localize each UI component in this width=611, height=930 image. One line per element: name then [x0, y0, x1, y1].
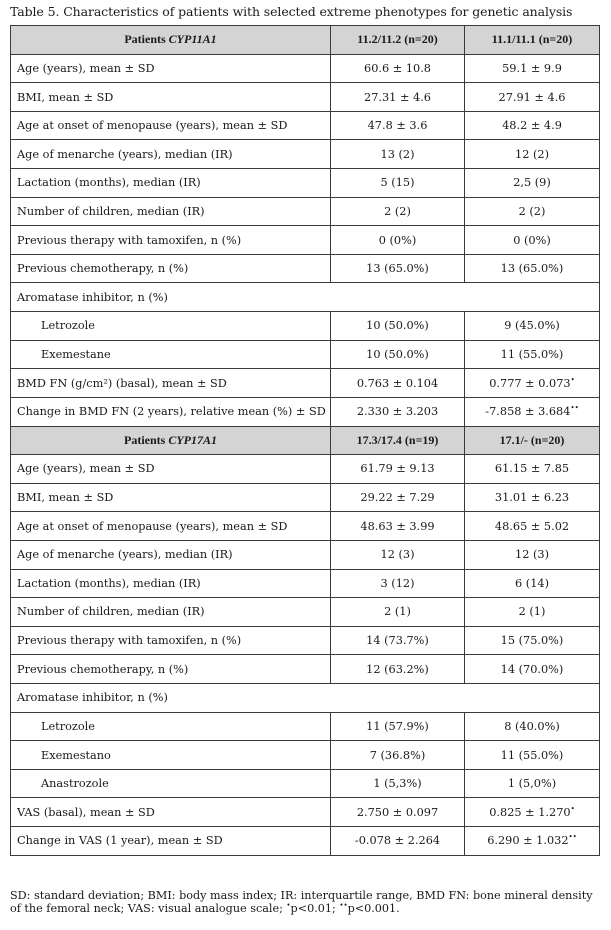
row-label: Number of children, median (IR) — [11, 598, 331, 627]
table-row — [11, 283, 600, 312]
row-value-group-1: 29.22 ± 7.29 — [331, 483, 465, 512]
header-group-1: 17.3/17.4 (n=19) — [331, 426, 465, 455]
significance-mark: •• — [570, 404, 579, 413]
footnote-p1: p<0.01; — [290, 902, 340, 915]
section-header-row — [11, 426, 600, 455]
row-label: BMD FN (g/cm²) (basal), mean ± SD — [11, 369, 331, 398]
row-value-group-2 — [465, 598, 600, 627]
row-value-group-1: 12 (3) — [331, 540, 465, 569]
table-row — [11, 598, 600, 627]
table-row — [11, 712, 600, 741]
value-text: 2,5 (9) — [513, 176, 551, 190]
row-label: Previous therapy with tamoxifen, n (%) — [11, 226, 331, 255]
value-text: 61.15 ± 7.85 — [494, 462, 570, 476]
table-row — [11, 769, 600, 798]
row-label: Aromatase inhibitor, n (%) — [11, 684, 600, 713]
table-row — [11, 827, 600, 856]
value-text: 0 (0%) — [513, 233, 551, 247]
row-value-group-2 — [465, 626, 600, 655]
row-label: Letrozole — [11, 312, 331, 341]
row-label: Age of menarche (years), median (IR) — [11, 540, 331, 569]
table-row — [11, 626, 600, 655]
row-label: Age at onset of menopause (years), mean ± SD — [11, 512, 331, 541]
row-label: BMI, mean ± SD — [11, 83, 331, 112]
table-row — [11, 254, 600, 283]
table-row — [11, 684, 600, 713]
row-value-group-1: 60.6 ± 10.8 — [331, 54, 465, 83]
value-text: 14 (70.0%) — [500, 662, 564, 676]
footnote-text: SD: standard deviation; BMI: body mass index; IR: interquartile range, BMD FN: bone mineral density of the femoral neck; VAS: visual analogue scale; — [10, 889, 593, 915]
row-label: Change in VAS (1 year), mean ± SD — [11, 827, 331, 856]
table-row — [11, 197, 600, 226]
significance-mark: •• — [568, 833, 577, 842]
table-row — [11, 169, 600, 198]
row-value-group-2 — [465, 140, 600, 169]
row-value-group-1: 2 (2) — [331, 197, 465, 226]
row-value-group-1: 2.750 ± 0.097 — [331, 798, 465, 827]
value-text: 8 (40.0%) — [504, 719, 560, 733]
header-group-2: 17.1/- (n=20) — [465, 426, 600, 455]
row-value-group-1: 11 (57.9%) — [331, 712, 465, 741]
table-row — [11, 455, 600, 484]
row-value-group-1: 2.330 ± 3.203 — [331, 397, 465, 426]
row-label: VAS (basal), mean ± SD — [11, 798, 331, 827]
table-row — [11, 741, 600, 770]
row-label: Previous chemotherapy, n (%) — [11, 655, 331, 684]
row-value-group-2 — [465, 483, 600, 512]
row-label: BMI, mean ± SD — [11, 483, 331, 512]
value-text: 48.65 ± 5.02 — [494, 519, 570, 533]
row-value-group-1: 7 (36.8%) — [331, 741, 465, 770]
table-row — [11, 397, 600, 426]
row-value-group-2 — [465, 827, 600, 856]
row-value-group-2 — [465, 54, 600, 83]
value-text: 27.91 ± 4.6 — [498, 90, 566, 104]
row-value-group-1: 10 (50.0%) — [331, 312, 465, 341]
table-row — [11, 340, 600, 369]
value-text: 11 (55.0%) — [500, 348, 564, 361]
value-text: 0.825 ± 1.270 — [489, 805, 571, 819]
table-row — [11, 111, 600, 140]
section-header-label — [11, 26, 331, 55]
table-row — [11, 540, 600, 569]
footnote-mark-single: • — [286, 901, 291, 910]
table-row — [11, 483, 600, 512]
row-value-group-2 — [465, 769, 600, 798]
row-label: Number of children, median (IR) — [11, 197, 331, 226]
header-group-2: 11.1/11.1 (n=20) — [465, 26, 600, 55]
row-value-group-2 — [465, 83, 600, 112]
table-row — [11, 798, 600, 827]
header-gene-name: CYP11A1 — [168, 32, 217, 47]
row-value-group-2 — [465, 340, 600, 369]
table-row — [11, 312, 600, 341]
value-text: 6 (14) — [515, 576, 549, 590]
row-value-group-1: 1 (5,3%) — [331, 769, 465, 798]
characteristics-table — [10, 25, 600, 856]
row-value-group-1: 0.763 ± 0.104 — [331, 369, 465, 398]
row-value-group-1: -0.078 ± 2.264 — [331, 827, 465, 856]
value-text: 12 (3) — [515, 548, 549, 562]
row-label: Anastrozole — [11, 769, 331, 798]
row-label: Previous therapy with tamoxifen, n (%) — [11, 626, 331, 655]
header-prefix: Patients — [124, 432, 169, 447]
row-label: Change in BMD FN (2 years), relative mean (%) ± SD — [11, 397, 331, 426]
row-value-group-2 — [465, 712, 600, 741]
row-label: Exemestane — [11, 340, 331, 369]
footnote-mark-double: •• — [339, 901, 348, 910]
significance-mark: • — [570, 804, 575, 813]
value-text: 6.290 ± 1.032 — [487, 834, 569, 848]
row-value-group-1: 27.31 ± 4.6 — [331, 83, 465, 112]
table-row — [11, 83, 600, 112]
row-value-group-1: 10 (50.0%) — [331, 340, 465, 369]
row-value-group-2 — [465, 655, 600, 684]
row-label: Age at onset of menopause (years), mean ± SD — [11, 111, 331, 140]
row-label: Aromatase inhibitor, n (%) — [11, 283, 600, 312]
table-row — [11, 512, 600, 541]
value-text: 2 (2) — [518, 204, 546, 218]
value-text: 11 (55.0%) — [500, 748, 564, 762]
table-row — [11, 226, 600, 255]
row-value-group-2 — [465, 397, 600, 426]
table-row — [11, 655, 600, 684]
value-text: 1 (5,0%) — [507, 777, 557, 791]
row-label: Lactation (months), median (IR) — [11, 169, 331, 198]
footnote-p2: p<0.001. — [347, 902, 400, 915]
row-value-group-2 — [465, 741, 600, 770]
row-value-group-1: 13 (2) — [331, 140, 465, 169]
table-row — [11, 140, 600, 169]
row-value-group-2 — [465, 169, 600, 198]
value-text: 15 (75.0%) — [500, 634, 564, 648]
value-text: 12 (2) — [515, 147, 549, 161]
value-text: 59.1 ± 9.9 — [502, 61, 562, 75]
row-value-group-2 — [465, 111, 600, 140]
row-value-group-1: 14 (73.7%) — [331, 626, 465, 655]
row-value-group-1: 12 (63.2%) — [331, 655, 465, 684]
row-value-group-1: 0 (0%) — [331, 226, 465, 255]
row-label: Age (years), mean ± SD — [11, 54, 331, 83]
row-value-group-1: 5 (15) — [331, 169, 465, 198]
value-text: -7.858 ± 3.684 — [485, 405, 571, 419]
row-value-group-1: 48.63 ± 3.99 — [331, 512, 465, 541]
row-value-group-2 — [465, 226, 600, 255]
table-row — [11, 369, 600, 398]
value-text: 13 (65.0%) — [500, 262, 564, 276]
table-row — [11, 569, 600, 598]
row-value-group-2 — [465, 798, 600, 827]
header-gene-name: CYP17A1 — [168, 432, 217, 447]
row-label: Lactation (months), median (IR) — [11, 569, 331, 598]
row-label: Exemestano — [11, 741, 331, 770]
row-label: Age of menarche (years), median (IR) — [11, 140, 331, 169]
row-label: Previous chemotherapy, n (%) — [11, 254, 331, 283]
section-header-label — [11, 426, 331, 455]
header-group-1: 11.2/11.2 (n=20) — [331, 26, 465, 55]
row-value-group-2 — [465, 455, 600, 484]
table-caption: Table 5. Characteristics of patients with selected extreme phenotypes for genetic analysis — [10, 4, 573, 19]
row-value-group-1: 47.8 ± 3.6 — [331, 111, 465, 140]
table-row — [11, 54, 600, 83]
row-value-group-2 — [465, 540, 600, 569]
row-value-group-2 — [465, 254, 600, 283]
row-value-group-2 — [465, 512, 600, 541]
row-value-group-1: 3 (12) — [331, 569, 465, 598]
value-text: 2 (1) — [518, 605, 546, 619]
row-label: Age (years), mean ± SD — [11, 455, 331, 484]
row-value-group-2 — [465, 312, 600, 341]
row-value-group-1: 2 (1) — [331, 598, 465, 627]
significance-mark: • — [570, 375, 575, 384]
value-text: 9 (45.0%) — [504, 319, 560, 333]
row-value-group-1: 61.79 ± 9.13 — [331, 455, 465, 484]
row-value-group-2 — [465, 569, 600, 598]
row-value-group-1: 13 (65.0%) — [331, 254, 465, 283]
section-header-row — [11, 26, 600, 55]
value-text: 31.01 ± 6.23 — [494, 491, 570, 505]
header-prefix: Patients — [124, 32, 169, 47]
table-footnote — [10, 889, 599, 915]
row-label: Letrozole — [11, 712, 331, 741]
row-value-group-2 — [465, 197, 600, 226]
value-text: 0.777 ± 0.073 — [489, 376, 571, 390]
row-value-group-2 — [465, 369, 600, 398]
value-text: 48.2 ± 4.9 — [502, 119, 562, 133]
